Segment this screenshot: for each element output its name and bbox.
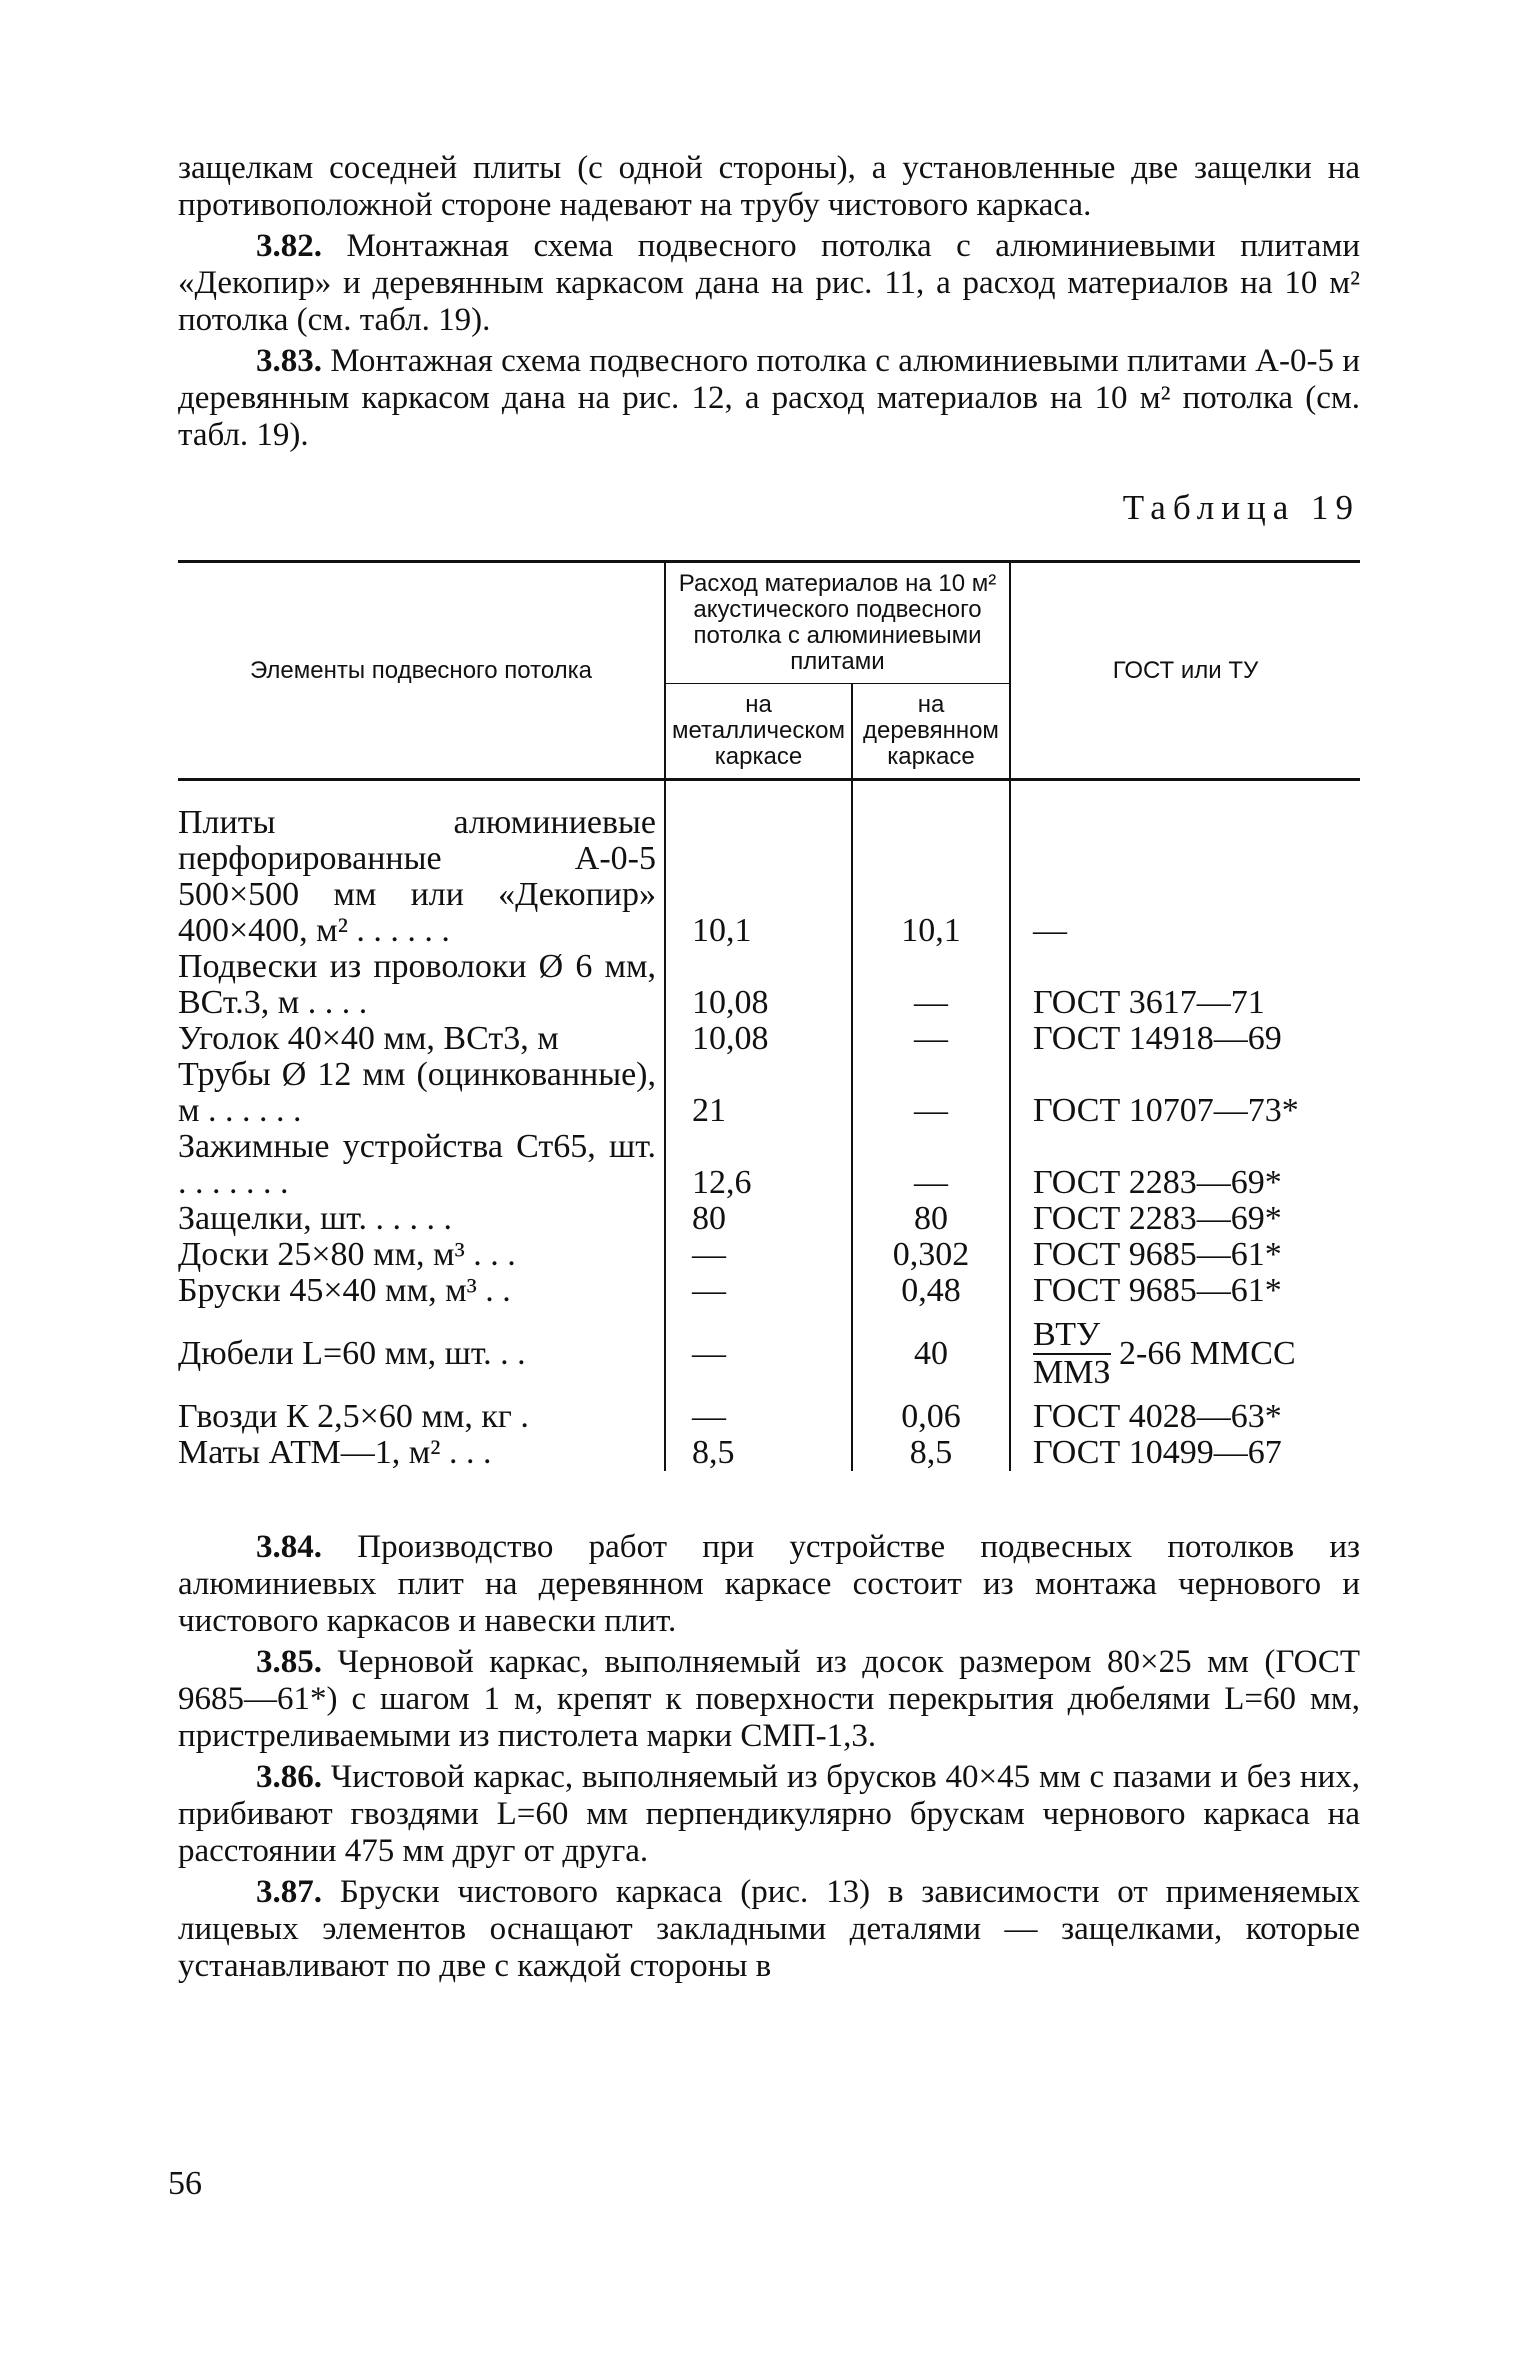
table-row [178,1129,1360,1201]
cell-metal: 10,08 [665,949,852,1021]
table-caption: Таблица 19 [1122,488,1360,527]
intro-paragraph: защелкам соседней плиты (с одной стороны), а установленные две защелки на противоположной стороне надевают на трубу чистового каркаса. [178,150,1360,223]
cell-element: Дюбели L=60 мм, шт. . . [178,1335,526,1372]
cell-metal: — [665,1399,852,1435]
cell-wood: 80 [852,1201,1010,1237]
table-row [178,1057,1360,1129]
cell-wood: 10,1 [852,780,1010,950]
cell-gost: ГОСТ 14918—69 [1010,1021,1360,1057]
page-number: 56 [168,2165,202,2202]
cell-gost: ГОСТ 10707—73* [1010,1057,1360,1129]
cell-gost: ГОСТ 4028—63* [1010,1399,1360,1435]
paragraph-text: Производство работ при устройстве подвесных потолков из алюминиевых плит на деревянном каркасе состоит из монтажа чернового и чистового каркасов и навески плит. [178,1529,1361,1639]
cell-metal: — [665,1309,852,1399]
paragraph-number: 3.87. [256,1874,322,1910]
paragraph-text: Чистовой каркас, выполняемый из брусков 40×45 мм с пазами и без них, прибивают гвоздями L=60 мм перпендикулярно брускам чернового каркаса на расстоянии 475 мм друг от друга. [178,1759,1361,1869]
header-gost: ГОСТ или ТУ [1010,562,1360,780]
cell-element: Доски 25×80 мм, м³ . . . [178,1236,516,1273]
cell-metal: 12,6 [665,1129,852,1201]
fraction-denominator: ММЗ [1033,1354,1111,1391]
header-elements: Элементы подвесного потолка [178,562,665,780]
table-row [178,1399,1360,1435]
cell-element: Зажимные устройства Ст65, шт. . . . . . . . [178,1128,656,1201]
cell-metal: 10,08 [665,1021,852,1057]
table-row [178,1021,1360,1057]
cell-gost: — [1010,780,1360,950]
paragraph-text: Монтажная схема подвесного потолка с алюминиевыми плитами А-0-5 и деревянным каркасом дана на рис. 12, а расход материалов на 10 м² потолка (см. табл. 19). [178,343,1360,453]
cell-gost [1010,1309,1360,1399]
cell-gost: ГОСТ 2283—69* [1010,1201,1360,1237]
header-consumption: Расход материалов на 10 м² акустического подвесного потолка с алюминиевыми плитами [665,562,1010,684]
cell-gost: ГОСТ 10499—67 [1010,1435,1360,1471]
cell-wood: — [852,1057,1010,1129]
cell-gost: ГОСТ 9685—61* [1010,1273,1360,1309]
paragraph-number: 3.82. [256,228,322,264]
table-row [178,1309,1360,1399]
paragraph-number: 3.86. [256,1759,322,1795]
cell-element: Гвозди К 2,5×60 мм, кг . [178,1398,529,1435]
table-row [178,1273,1360,1309]
cell-gost: ГОСТ 2283—69* [1010,1129,1360,1201]
header-wood-frame: на деревянном каркасе [852,684,1010,780]
cell-element: Подвески из проволоки Ø 6 мм, ВСт.3, м . . . . [178,948,656,1021]
table-row [178,780,1360,950]
paragraph-3-82 [178,228,1360,339]
cell-element: Защелки, шт. . . . . . [178,1200,453,1237]
paragraph-3-87 [178,1874,1360,1985]
cell-wood: — [852,1021,1010,1057]
paragraph-number: 3.85. [256,1644,322,1680]
cell-wood: — [852,1129,1010,1201]
cell-metal: 10,1 [665,780,852,950]
cell-metal: 80 [665,1201,852,1237]
cell-metal: 8,5 [665,1435,852,1471]
materials-table [178,560,1360,1471]
cell-element: Трубы Ø 12 мм (оцинкованные), м . . . . . . [178,1056,656,1129]
cell-wood: 0,302 [852,1237,1010,1273]
table-row [178,1201,1360,1237]
gost-fraction [1033,1317,1111,1391]
paragraph-3-84 [178,1529,1360,1640]
paragraph-text: Бруски чистового каркаса (рис. 13) в зависимости от применяемых лицевых элементов оснащают закладными деталями — защелками, которые устанавливают по две с каждой стороны в [178,1874,1361,1984]
table-row [178,1237,1360,1273]
table-row [178,949,1360,1021]
cell-element: Маты АТМ—1, м² . . . [178,1434,492,1471]
cell-wood: — [852,949,1010,1021]
cell-element: Плиты алюминиевые перфорированные А-0-5 500×500 мм или «Декопир» 400×400, м² . . . . . . [178,804,656,949]
cell-wood: 40 [852,1309,1010,1399]
cell-wood: 8,5 [852,1435,1010,1471]
cell-gost: ГОСТ 3617—71 [1010,949,1360,1021]
fraction-numerator: ВТУ [1033,1317,1111,1355]
cell-wood: 0,06 [852,1399,1010,1435]
paragraph-3-86 [178,1759,1360,1870]
cell-element: Бруски 45×40 мм, м³ . . [178,1272,511,1309]
fraction-suffix: 2-66 ММСС [1119,1335,1296,1372]
paragraph-3-83 [178,343,1360,454]
paragraph-text: Черновой каркас, выполняемый из досок размером 80×25 мм (ГОСТ 9685—61*) с шагом 1 м, крепят к поверхности перекрытия дюбелями L=60 мм, пристреливаемыми из пистолета марки СМП-1,3. [178,1644,1361,1754]
cell-element: Уголок 40×40 мм, ВСт3, м [178,1020,559,1057]
paragraph-number: 3.84. [256,1529,322,1565]
cell-metal: 21 [665,1057,852,1129]
paragraph-3-85 [178,1644,1360,1755]
paragraph-number: 3.83. [256,343,322,379]
cell-metal: — [665,1237,852,1273]
cell-metal: — [665,1273,852,1309]
page-content [178,150,1360,1985]
header-metal-frame: на металлическом каркасе [665,684,852,780]
paragraph-text: Монтажная схема подвесного потолка с алюминиевыми плитами «Декопир» и деревянным каркасом дана на рис. 11, а расход материалов на 10 м² потолка (см. табл. 19). [178,228,1361,338]
cell-gost: ГОСТ 9685—61* [1010,1237,1360,1273]
table-row [178,1435,1360,1471]
cell-wood: 0,48 [852,1273,1010,1309]
